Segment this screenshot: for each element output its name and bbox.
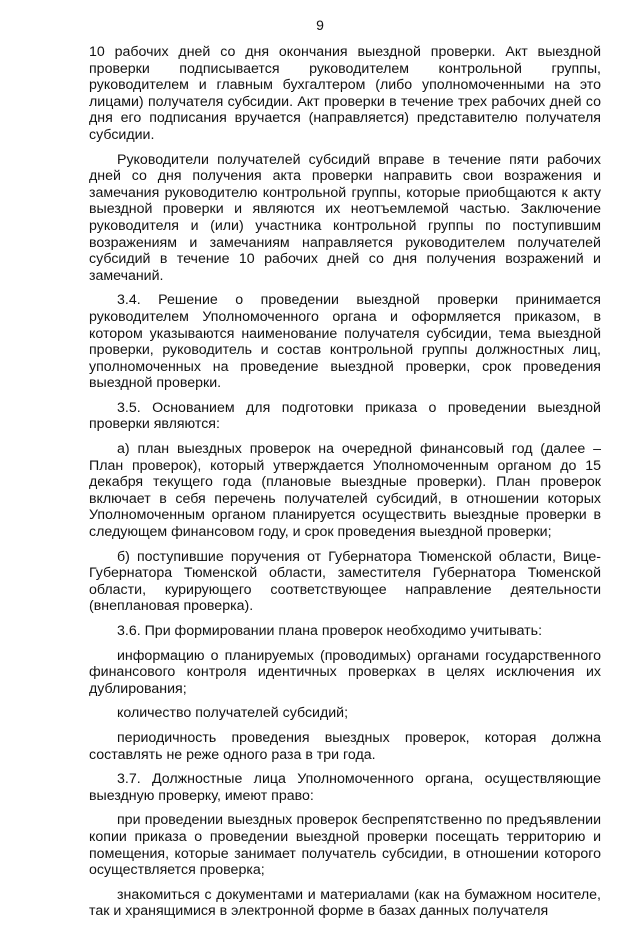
paragraph-objections: Руководители получателей субсидий вправе в течение пяти рабочих дней со дня получения акта проверки направить свои возражения и замечания руководителю контрольной группы, которые приобщаются к акту выездной проверки и являются их неотъемлемой частью. Заключение руководителя и (или) участника контрольной группы по поступившим возражениям и замечаниям направляется руководителем получателей субсидий в течение 10 рабочих дней со дня получения возражений и замечаний. — [89, 151, 601, 284]
paragraph-3-4: 3.4. Решение о проведении выездной проверки принимается руководителем Уполномоченного органа и оформляется приказом, в котором указываются наименование получателя субсидии, тема выездной проверки, руководитель и состав контрольной группы должностных лиц, уполномоченных на проведение выездной проверки, срок проведения выездной проверки. — [89, 292, 601, 392]
page-number: 9 — [316, 17, 324, 33]
paragraph-3-5-a: а) план выездных проверок на очередной финансовый год (далее – План проверок), который утверждается Уполномоченным органом до 15 декабря текущего года (плановые выездные проверки). План проверок включает в себя перечень получателей субсидий, в отношении которых Уполномоченным органом планируется осуществить выездные проверки в следующем финансовом году, и срок проведения выездной проверки; — [89, 441, 601, 541]
paragraph-3-7-item-2: знакомиться с документами и материалами (как на бумажном носителе, так и хранящимися в электронной форме в базах данных получателя — [89, 886, 601, 920]
document-body — [89, 44, 601, 928]
paragraph-3-6-item-1: информацию о планируемых (проводимых) органами государственного финансового контроля идентичных проверках в целях исключения их дублирования; — [89, 647, 601, 697]
paragraph-act-signing: 10 рабочих дней со дня окончания выездной проверки. Акт выездной проверки подписывается руководителем контрольной группы, руководителем и главным бухгалтером (либо уполномоченными на это лицами) получателя субсидии. Акт проверки в течение трех рабочих дней со дня его подписания вручается (направляется) представителю получателя субсидии. — [89, 44, 601, 143]
paragraph-3-5: 3.5. Основанием для подготовки приказа о проведении выездной проверки являются: — [89, 399, 601, 433]
paragraph-3-7: 3.7. Должностные лица Уполномоченного органа, осуществляющие выездную проверку, имеют право: — [89, 771, 601, 804]
paragraph-3-6-item-3: периодичность проведения выездных проверок, которая должна составлять не реже одного раза в три года. — [89, 729, 601, 763]
paragraph-3-6-item-2: количество получателей субсидий; — [117, 705, 349, 722]
paragraph-3-5-b: б) поступившие поручения от Губернатора Тюменской области, Вице-Губернатора Тюменской области, заместителя Губернатора Тюменской области, курирующего соответствующее направление деятельности (внеплановая проверка). — [89, 548, 601, 615]
paragraph-3-6: 3.6. При формировании плана проверок необходимо учитывать: — [117, 623, 543, 639]
paragraph-3-7-item-1: при проведении выездных проверок беспрепятственно по предъявлении копии приказа о проведении выездной проверки посещать территорию и помещения, которые занимает получатель субсидии, в отношении которого осуществляется проверка; — [89, 812, 601, 879]
